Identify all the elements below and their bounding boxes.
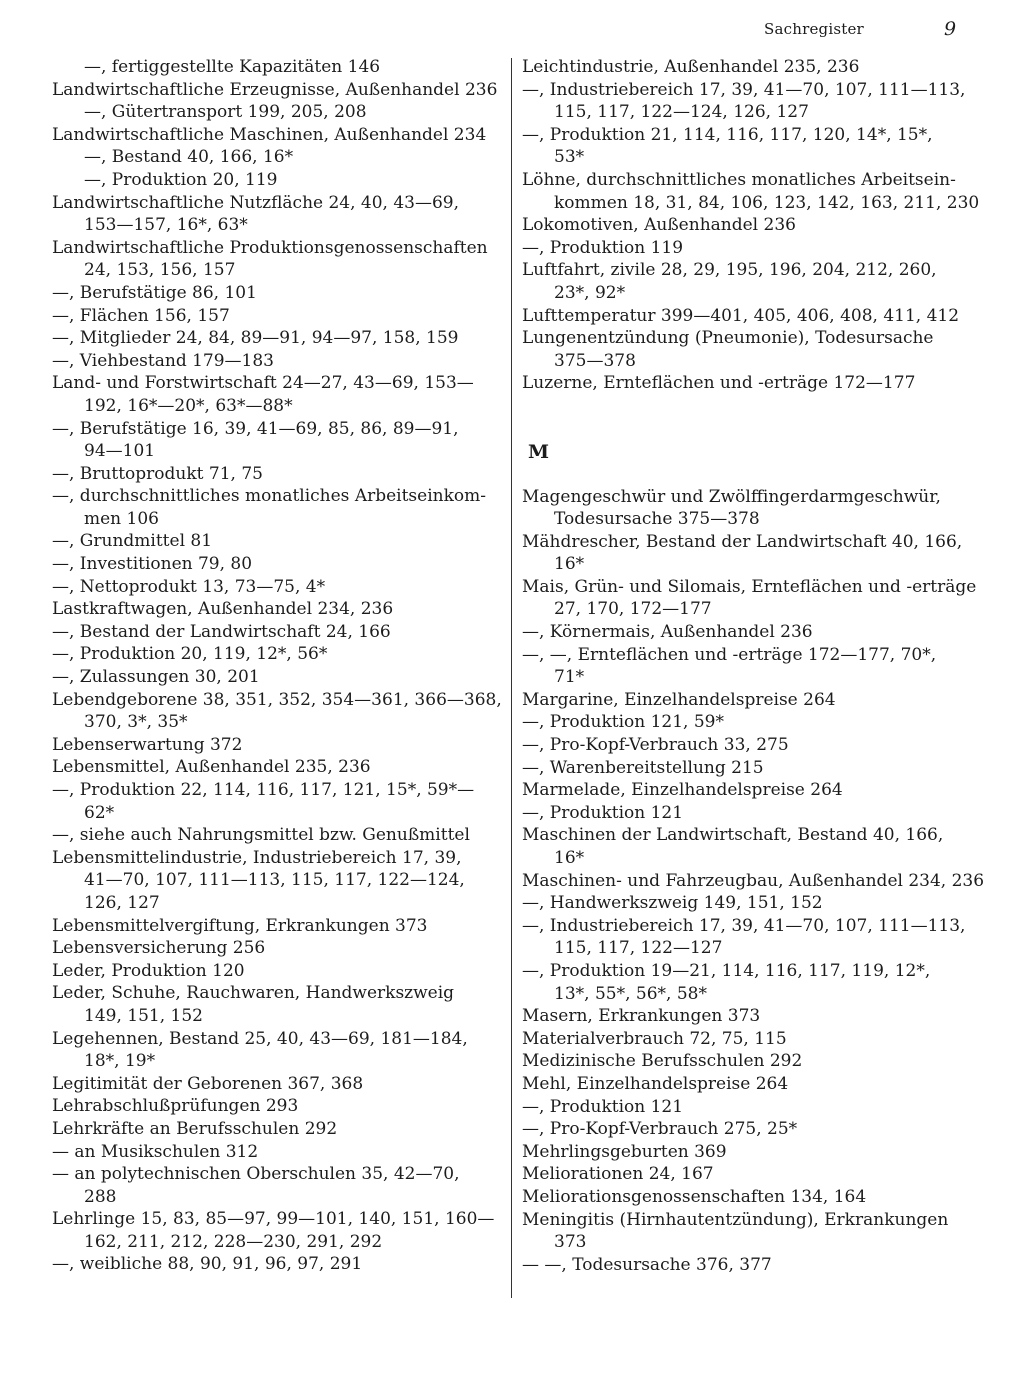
index-entry-continuation: —, fertiggestellte Kapazitäten 146 [84,57,381,77]
index-entry: Legitimität der Geborenen 367, 368 [52,1073,364,1094]
index-entry: Maschinen- und Fahrzeugbau, Außenhandel 234, 236 [522,870,985,891]
index-entry: —, Produktion 119 [522,237,684,258]
index-entry-continuation: 71* [554,667,585,688]
index-entry-continuation: 53* [554,147,585,168]
page-number: 9 [944,18,957,40]
index-entry-continuation: 16* [554,848,585,868]
index-entry: —, Bestand der Landwirtschaft 24, 166 [52,621,391,642]
index-entry: Leder, Schuhe, Rauchwaren, Handwerkszweig [52,983,455,1004]
index-group-l-continued [522,56,980,395]
index-entry-continuation: 24, 153, 156, 157 [84,260,236,281]
index-entry-continuation: Todesursache 375—378 [554,509,760,530]
index-entry: —, Produktion 21, 114, 116, 117, 120, 14*, 15*, [522,124,933,145]
index-entry-continuation: 126, 127 [84,892,160,913]
index-entry: —, Produktion 121 [522,802,684,823]
index-entry-continuation: 115, 117, 122—124, 126, 127 [554,102,809,123]
index-entry: Luftfahrt, zivile 28, 29, 195, 196, 204, 212, 260, [522,260,937,281]
index-entry-continuation: 41—70, 107, 111—113, 115, 117, 122—124, [84,870,465,891]
index-entry: — an polytechnischen Oberschulen 35, 42—70, [52,1164,460,1185]
index-entry: —, Produktion 19—21, 114, 116, 117, 119, 12*, [522,960,931,981]
index-entry: Meliorationsgenossenschaften 134, 164 [522,1186,867,1207]
index-entry-continuation: 62* [84,802,115,823]
index-entry: Meliorationen 24, 167 [522,1164,714,1185]
index-entry: Mais, Grün- und Silomais, Ernteflächen und -erträge [522,576,977,597]
index-entry-continuation: 192, 16*—20*, 63*—88* [84,395,293,416]
index-entry: —, Flächen 156, 157 [52,305,230,326]
index-entry-continuation: kommen 18, 31, 84, 106, 123, 142, 163, 211, 230 [554,192,980,213]
index-group-m [522,486,985,1277]
index-entry: Legehennen, Bestand 25, 40, 43—69, 181—184, [52,1028,468,1049]
index-entry: —, Viehbestand 179—183 [52,350,274,371]
index-entry: —, durchschnittliches monatliches Arbeitseinkom- [52,486,486,507]
index-entry-continuation: —, Gütertransport 199, 205, 208 [84,102,367,123]
index-entry: Landwirtschaftliche Nutzfläche 24, 40, 43—69, [52,192,460,213]
index-entry: Lungenentzündung (Pneumonie), Todesursache [522,328,934,349]
index-entry: Masern, Erkrankungen 373 [522,1006,761,1027]
section-heading-m: M [528,440,550,463]
index-entry: —, weibliche 88, 90, 91, 96, 97, 291 [52,1254,363,1275]
index-entry: —, Handwerkszweig 149, 151, 152 [522,893,823,914]
index-entry-continuation: 375—378 [554,350,636,371]
index-entry-continuation: 370, 3*, 35* [84,712,188,733]
index-entry: Leder, Produktion 120 [52,960,245,981]
index-entry: Medizinische Berufsschulen 292 [522,1051,803,1072]
index-entry: Margarine, Einzelhandelspreise 264 [522,689,836,710]
index-entry-continuation: —, Produktion 20, 119 [84,169,278,190]
index-entry: — an Musikschulen 312 [52,1141,259,1162]
index-entry: —, Industriebereich 17, 39, 41—70, 107, 111—113, [522,79,966,100]
index-entry-continuation: 162, 211, 212, 228—230, 291, 292 [84,1231,383,1252]
index-entry: Landwirtschaftliche Produktionsgenossenschaften [52,237,488,258]
index-entry-continuation: 153—157, 16*, 63* [84,215,248,236]
index-entry: —, Produktion 22, 114, 116, 117, 121, 15*, 59*— [52,780,475,800]
index-entry-continuation: 16* [554,554,585,575]
index-entry: —, Berufstätige 86, 101 [52,282,257,303]
index-entry: — —, Todesursache 376, 377 [522,1254,772,1275]
index-entry: —, Nettoprodukt 13, 73—75, 4* [52,576,326,597]
index-entry: —, siehe auch Nahrungsmittel bzw. Genußmittel [52,825,470,846]
index-entry: Lehrkräfte an Berufsschulen 292 [52,1118,338,1139]
index-entry: —, Bruttoprodukt 71, 75 [52,463,263,484]
index-entry: Leichtindustrie, Außenhandel 235, 236 [522,57,860,77]
index-entry: Land- und Forstwirtschaft 24—27, 43—69, 153— [52,373,474,394]
index-entry: Mehrlingsgeburten 369 [522,1141,727,1162]
index-entry: Magengeschwür und Zwölffingerdarmgeschwür, [522,486,941,507]
index-entry-continuation: —, Bestand 40, 166, 16* [84,147,294,168]
index-entry: Materialverbrauch 72, 75, 115 [522,1028,787,1049]
column-divider [511,58,512,1298]
index-entry: Lebenserwartung 372 [52,734,243,755]
index-entry: Landwirtschaftliche Maschinen, Außenhandel 234 [52,124,487,145]
index-entry-continuation: 288 [84,1186,117,1207]
index-entry: —, Investitionen 79, 80 [52,554,253,575]
index-entry: Löhne, durchschnittliches monatliches Arbeitsein- [522,169,956,190]
index-entry-continuation: men 106 [84,508,159,529]
index-entry: —, —, Ernteflächen und -erträge 172—177, 70*, [522,644,937,665]
index-entry: —, Grundmittel 81 [52,531,213,552]
index-entry: Lufttemperatur 399—401, 405, 406, 408, 411, 412 [522,305,960,326]
index-entry: —, Berufstätige 16, 39, 41—69, 85, 86, 89—91, [52,418,459,439]
index-entry: Lehrlinge 15, 83, 85—97, 99—101, 140, 151, 160— [52,1209,495,1230]
index-entry: Mähdrescher, Bestand der Landwirtschaft 40, 166, [522,531,963,552]
index-entry-continuation: 373 [554,1232,587,1253]
index-entry: Maschinen der Landwirtschaft, Bestand 40, 166, [522,825,944,846]
index-entry: Lebensmittelvergiftung, Erkrankungen 373 [52,915,428,936]
index-entry-continuation: 94—101 [84,441,156,462]
index-entry: —, Produktion 20, 119, 12*, 56* [52,644,328,665]
index-entry: Luzerne, Ernteflächen und -erträge 172—177 [522,373,916,394]
index-entry: Meningitis (Hirnhautentzündung), Erkrankungen [522,1209,949,1230]
index-entry: —, Mitglieder 24, 84, 89—91, 94—97, 158, 159 [52,328,459,349]
index-column-right [522,56,985,1276]
index-entry: Mehl, Einzelhandelspreise 264 [522,1073,789,1094]
index-entry: —, Produktion 121 [522,1096,684,1117]
index-entry-continuation: 115, 117, 122—127 [554,938,723,959]
index-entry: Landwirtschaftliche Erzeugnisse, Außenhandel 236 [52,79,498,100]
index-entry: Lastkraftwagen, Außenhandel 234, 236 [52,599,394,620]
index-entry: Lebensmittelindustrie, Industriebereich 17, 39, [52,847,462,868]
index-entry: —, Produktion 121, 59* [522,712,724,733]
index-entry: Lehrabschlußprüfungen 293 [52,1096,299,1117]
index-column-left [52,56,502,1276]
index-entry-continuation: 18*, 19* [84,1051,156,1072]
index-entry-continuation: 149, 151, 152 [84,1005,203,1026]
index-entry: —, Körnermais, Außenhandel 236 [522,622,813,643]
index-entry: Lebendgeborene 38, 351, 352, 354—361, 366—368, [52,689,502,710]
index-entry: Marmelade, Einzelhandelspreise 264 [522,780,843,801]
index-entry: Lebensversicherung 256 [52,938,266,959]
index-entry: —, Zulassungen 30, 201 [52,667,260,688]
index-entry-continuation: 23*, 92* [554,282,626,303]
index-entry: —, Pro-Kopf-Verbrauch 33, 275 [522,735,789,756]
index-entry: —, Warenbereitstellung 215 [522,757,764,778]
index-entry: —, Industriebereich 17, 39, 41—70, 107, 111—113, [522,915,966,936]
index-entry-continuation: 13*, 55*, 56*, 58* [554,983,707,1004]
index-entry: Lokomotiven, Außenhandel 236 [522,215,796,236]
index-entry: —, Pro-Kopf-Verbrauch 275, 25* [522,1119,798,1140]
index-entry-continuation: 27, 170, 172—177 [554,599,712,620]
running-header: Sachregister [764,20,864,38]
index-entry: Lebensmittel, Außenhandel 235, 236 [52,757,371,778]
